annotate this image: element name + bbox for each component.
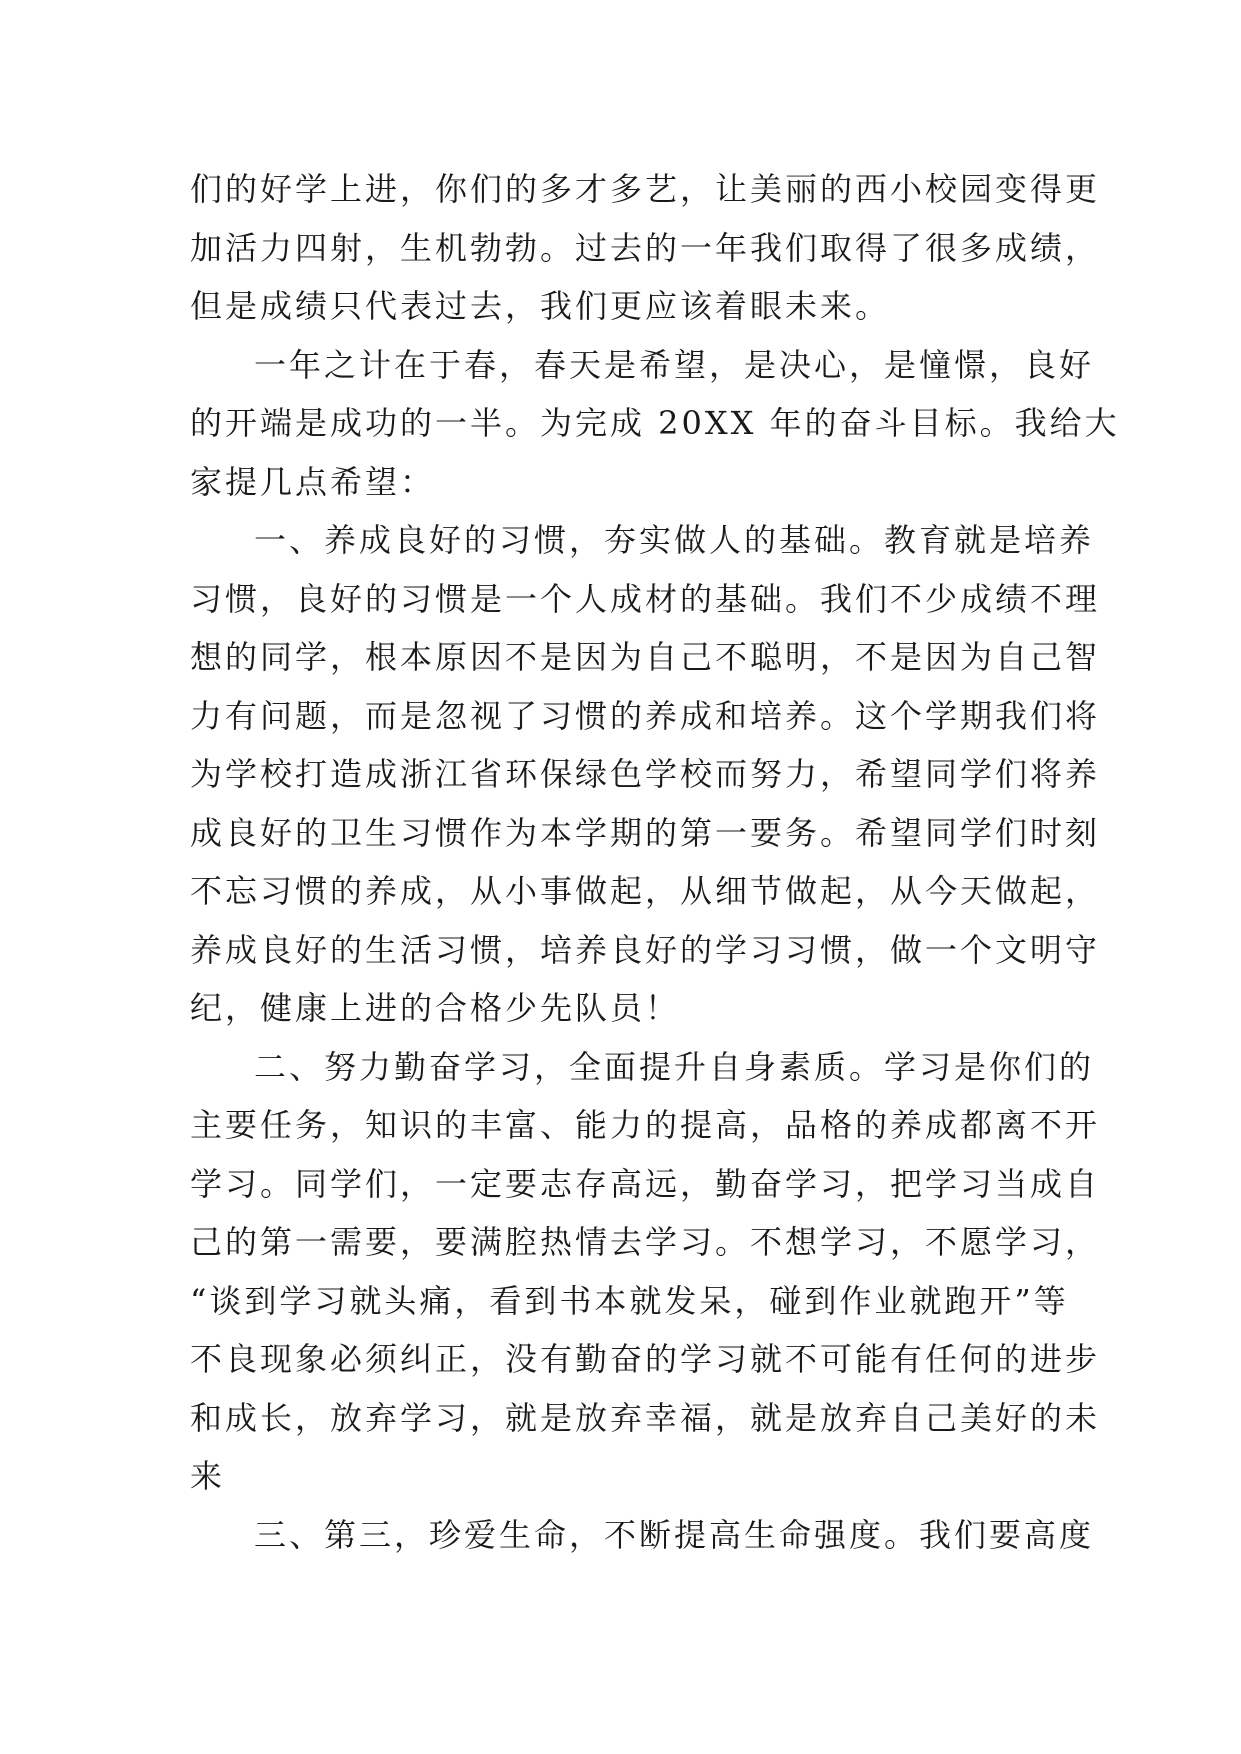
text-line: 不忘习惯的养成，从小事做起，从细节做起，从今天做起， [190,872,1101,910]
text-line: 的开端是成功的一半。为完成 20XX 年的奋斗目标。我给大 [190,404,1120,442]
text-line: 力有问题，而是忽视了习惯的养成和培养。这个学期我们将 [190,696,1101,735]
text-line: 来 [190,1457,226,1495]
text-line: 为学校打造成浙江省环保绿色学校而努力，希望同学们将养 [190,755,1101,793]
text-line: 二、努力勤奋学习，全面提升自身素质。学习是你们的 [254,1047,1095,1086]
text-line: 习惯，良好的习惯是一个人成材的基础。我们不少成绩不理 [190,579,1101,618]
text-line: 一、养成良好的习惯，夯实做人的基础。教育就是培养 [254,521,1095,559]
body-text [190,160,1120,1564]
text-line: 三、第三，珍爱生命，不断提高生命强度。我们要高度 [254,1515,1095,1554]
text-line: 想的同学，根本原因不是因为自己不聪明，不是因为自己智 [190,638,1101,676]
text-line: 一年之计在于春，春天是希望，是决心，是憧憬，良好 [254,345,1095,384]
text-line: 纪，健康上进的合格少先队员！ [190,989,681,1027]
text-line: 成良好的卫生习惯作为本学期的第一要务。希望同学们时刻 [190,813,1101,852]
text-line: 和成长，放弃学习，就是放弃幸福，就是放弃自己美好的未 [190,1398,1101,1437]
text-line: “谈到学习就头痛，看到书本就发呆，碰到作业就跑开”等 [190,1281,1069,1320]
text-line: 但是成绩只代表过去，我们更应该着眼未来。 [190,287,891,325]
text-line: 己的第一需要，要满腔热情去学习。不想学习，不愿学习， [190,1223,1101,1261]
text-line: 不良现象必须纠正，没有勤奋的学习就不可能有任何的进步 [190,1340,1101,1378]
text-line: 养成良好的生活习惯，培养良好的学习习惯，做一个文明守 [190,930,1101,969]
text-line: 们的好学上进，你们的多才多艺，让美丽的西小校园变得更 [190,170,1101,208]
text-line: 加活力四射，生机勃勃。过去的一年我们取得了很多成绩， [190,228,1101,267]
text-line: 主要任务，知识的丰富、能力的提高，品格的养成都离不开 [190,1106,1101,1144]
text-line: 学习。同学们，一定要志存高远，勤奋学习，把学习当成自 [190,1164,1101,1203]
text-line: 家提几点希望： [190,462,436,501]
